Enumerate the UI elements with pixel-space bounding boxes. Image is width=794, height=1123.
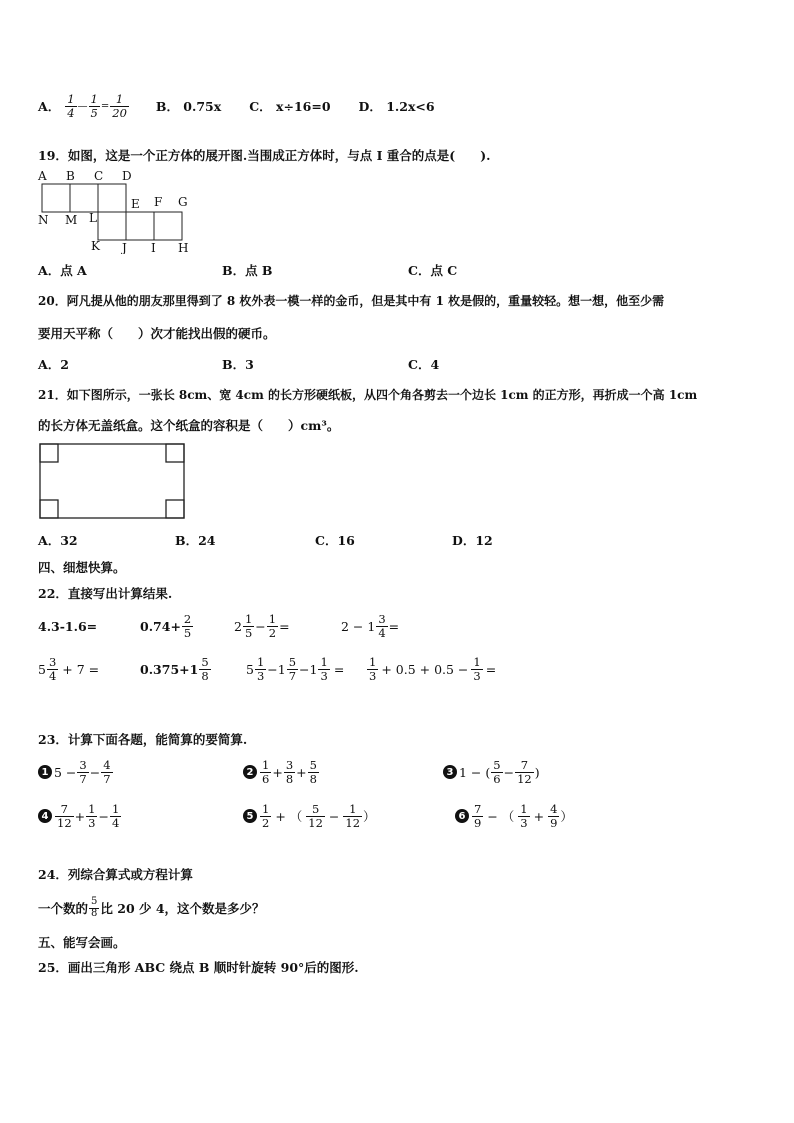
q19-option-a: A．点 A bbox=[38, 263, 87, 278]
q24-title: 24．列综合算式或方程计算 bbox=[38, 867, 193, 882]
fraction: $\frac{7}{12}$ bbox=[517, 758, 532, 786]
fraction: $\frac{5}{12}$ bbox=[308, 802, 323, 830]
vertex-label-a: A bbox=[38, 169, 47, 183]
q20-line1: 20．阿凡提从他的朋友那里得到了 8 枚外表一模一样的金币，但是其中有 1 枚是假的，重量较轻。想一想，他至少需 bbox=[38, 294, 665, 308]
q22-expr-4: 2 − 1 $\frac{3}{4}$ = bbox=[341, 612, 400, 640]
q23-problem-3: 3 1 − ( $\frac{5}{6}$ − $\frac{7}{12}$ ) bbox=[443, 752, 540, 792]
fraction: $\frac{7}{12}$ bbox=[57, 802, 72, 830]
fraction: $\frac{4}{9}$ bbox=[550, 802, 558, 830]
fraction: $\frac{1}{3}$ bbox=[256, 655, 265, 683]
fraction: $\frac{1}{2}$ bbox=[262, 802, 270, 830]
number-badge: 2 bbox=[243, 765, 257, 779]
vertex-label-k: K bbox=[91, 239, 100, 253]
cardboard-outline bbox=[40, 444, 184, 518]
fraction: $\frac{5}{7}$ bbox=[288, 655, 297, 683]
fraction: $\frac{5}{6}$ bbox=[493, 758, 501, 786]
number-badge: 4 bbox=[38, 809, 52, 823]
vertex-label-n: N bbox=[38, 213, 49, 227]
q23-problem-2: 2 $\frac{1}{6}$ + $\frac{3}{8}$ + $\frac{5}{8}$ bbox=[243, 752, 320, 792]
cardboard-svg bbox=[38, 442, 188, 522]
q21-option-d: D．12 bbox=[452, 533, 493, 548]
q19-option-c: C．点 C bbox=[408, 263, 458, 278]
number-badge: 5 bbox=[243, 809, 257, 823]
option-a-expression: $\frac{1}{4}$ — $\frac{1}{5}$ = $\frac{1}{20}$ bbox=[67, 92, 127, 120]
vertex-label-d: D bbox=[122, 169, 132, 183]
fraction: $\frac{1}{3}$ bbox=[369, 655, 377, 683]
q19-option-b: B．点 B bbox=[222, 263, 273, 278]
q20-line2: 要用天平称（ ）次才能找出假的硬币。 bbox=[38, 326, 276, 341]
fraction: $\frac{1}{6}$ bbox=[262, 758, 270, 786]
fraction: $\frac{3}{8}$ bbox=[285, 758, 294, 786]
fraction: $\frac{7}{9}$ bbox=[474, 802, 482, 830]
net-square bbox=[42, 184, 70, 212]
q23-problem-1: 1 5 − $\frac{3}{7}$ − $\frac{4}{7}$ bbox=[38, 752, 114, 792]
fraction: $\frac{3}{7}$ bbox=[79, 758, 87, 786]
fraction: $\frac{5}{8}$ bbox=[91, 896, 98, 919]
q25-text: 25．画出三角形 ABC 绕点 B 顺时针旋转 90°后的图形. bbox=[38, 960, 359, 975]
number-badge: 3 bbox=[443, 765, 457, 779]
fraction: $\frac{1}{2}$ bbox=[268, 612, 277, 640]
corner-square-bottom-right bbox=[166, 500, 184, 518]
cube-net-diagram bbox=[36, 166, 196, 254]
net-square bbox=[98, 212, 126, 240]
fraction: $\frac{1}{4}$ bbox=[111, 802, 120, 830]
q22-expr-2: 0.74+ $\frac{2}{5}$ bbox=[140, 612, 192, 640]
vertex-label-b: B bbox=[66, 169, 75, 183]
q21-option-c: C．16 bbox=[315, 533, 355, 548]
fraction: $\frac{1}{12}$ bbox=[345, 802, 361, 830]
q23-problem-4: 4 $\frac{7}{12}$ + $\frac{1}{3}$ − $\frac{1}{4}$ bbox=[38, 796, 122, 836]
vertex-label-l: L bbox=[89, 211, 97, 225]
option-c: C． x÷16=0 bbox=[249, 99, 331, 114]
q22-expr-5: 5 $\frac{3}{4}$ + 7 = bbox=[38, 655, 100, 683]
corner-square-top-left bbox=[40, 444, 58, 462]
vertex-label-f: F bbox=[154, 195, 163, 209]
q21-line1: 21．如下图所示，一张长 8cm、宽 4cm 的长方形硬纸板，从四个角各剪去一个边长 1cm 的正方形，再折成一个高 1cm bbox=[38, 388, 698, 402]
q22-expr-8: $\frac{1}{3}$ + 0.5 + 0.5 − $\frac{1}{3}$ = bbox=[369, 655, 497, 683]
q22-expr-3: 2 $\frac{1}{5}$ − $\frac{1}{2}$ = bbox=[234, 612, 290, 640]
vertex-label-h: H bbox=[178, 241, 189, 254]
vertex-label-j: J bbox=[122, 241, 127, 254]
corner-square-bottom-left bbox=[40, 500, 58, 518]
q19-text: 19．如图，这是一个正方体的展开图.当围成正方体时，与点 I 重合的点是( ). bbox=[38, 148, 491, 163]
fraction: $\frac{1}{20}$ bbox=[112, 92, 127, 120]
fraction: $\frac{4}{7}$ bbox=[103, 758, 111, 786]
q22-row1 bbox=[38, 606, 97, 646]
fraction: $\frac{1}{3}$ bbox=[320, 655, 328, 683]
q20-option-c: C．4 bbox=[408, 357, 440, 372]
fraction: $\frac{3}{4}$ bbox=[48, 655, 57, 683]
q22-title: 22．直接写出计算结果. bbox=[38, 586, 173, 601]
expr-1: 4.3-1.6= bbox=[38, 618, 98, 634]
fraction: $\frac{1}{5}$ bbox=[90, 92, 98, 120]
option-d: D． 1.2x<6 bbox=[358, 99, 435, 114]
q20-option-b: B．3 bbox=[222, 357, 254, 372]
fraction: $\frac{1}{4}$ bbox=[67, 92, 75, 120]
q23-title: 23．计算下面各题，能简算的要简算. bbox=[38, 732, 248, 747]
vertex-label-i: I bbox=[151, 241, 156, 254]
q21-line2: 的长方体无盖纸盒。这个纸盒的容积是（ ）cm³。 bbox=[38, 418, 340, 433]
net-square bbox=[154, 212, 182, 240]
fraction: $\frac{2}{5}$ bbox=[183, 612, 192, 640]
section-4-title: 四、细想快算。 bbox=[38, 560, 126, 575]
cube-net-svg bbox=[36, 166, 196, 254]
fraction: $\frac{1}{3}$ bbox=[88, 802, 96, 830]
q23-problem-6: 6 $\frac{7}{9}$ − （ $\frac{1}{3}$ + $\frac{4}{9}$ ） bbox=[455, 796, 573, 836]
net-square bbox=[98, 184, 126, 212]
corner-square-top-right bbox=[166, 444, 184, 462]
q22-expr-6: 0.375+1 $\frac{5}{8}$ bbox=[140, 655, 209, 683]
q18-options bbox=[38, 86, 435, 126]
vertex-label-g: G bbox=[178, 195, 188, 209]
q22-expr-7: 5 $\frac{1}{3}$ −1 $\frac{5}{7}$ −1 $\frac{1}{3}$ = bbox=[246, 655, 345, 683]
fraction: $\frac{5}{8}$ bbox=[201, 655, 209, 683]
vertex-label-c: C bbox=[94, 169, 104, 183]
vertex-label-e: E bbox=[131, 197, 140, 211]
fraction: $\frac{3}{4}$ bbox=[378, 612, 386, 640]
q21-option-b: B．24 bbox=[175, 533, 216, 548]
net-square bbox=[126, 212, 154, 240]
section-5-title: 五、能写会画。 bbox=[38, 935, 126, 950]
fraction: $\frac{1}{5}$ bbox=[244, 612, 253, 640]
q21-option-a: A．32 bbox=[38, 533, 78, 548]
option-a-label: A． bbox=[38, 99, 61, 114]
cardboard-diagram bbox=[38, 442, 188, 522]
number-badge: 1 bbox=[38, 765, 52, 779]
q24-question: 一个数的 $\frac{5}{8}$ 比 20 少 4，这个数是多少？ bbox=[38, 896, 265, 919]
vertex-label-m: M bbox=[65, 213, 78, 227]
number-badge: 6 bbox=[455, 809, 469, 823]
q23-problem-5: 5 $\frac{1}{2}$ + （ $\frac{5}{12}$ − $\frac{1}{12}$ ） bbox=[243, 796, 376, 836]
option-b: B． 0.75x bbox=[155, 99, 222, 114]
net-square bbox=[70, 184, 98, 212]
fraction: $\frac{5}{8}$ bbox=[309, 758, 317, 786]
fraction: $\frac{1}{3}$ bbox=[473, 655, 481, 683]
fraction: $\frac{1}{3}$ bbox=[520, 802, 528, 830]
q20-option-a: A．2 bbox=[38, 357, 69, 372]
